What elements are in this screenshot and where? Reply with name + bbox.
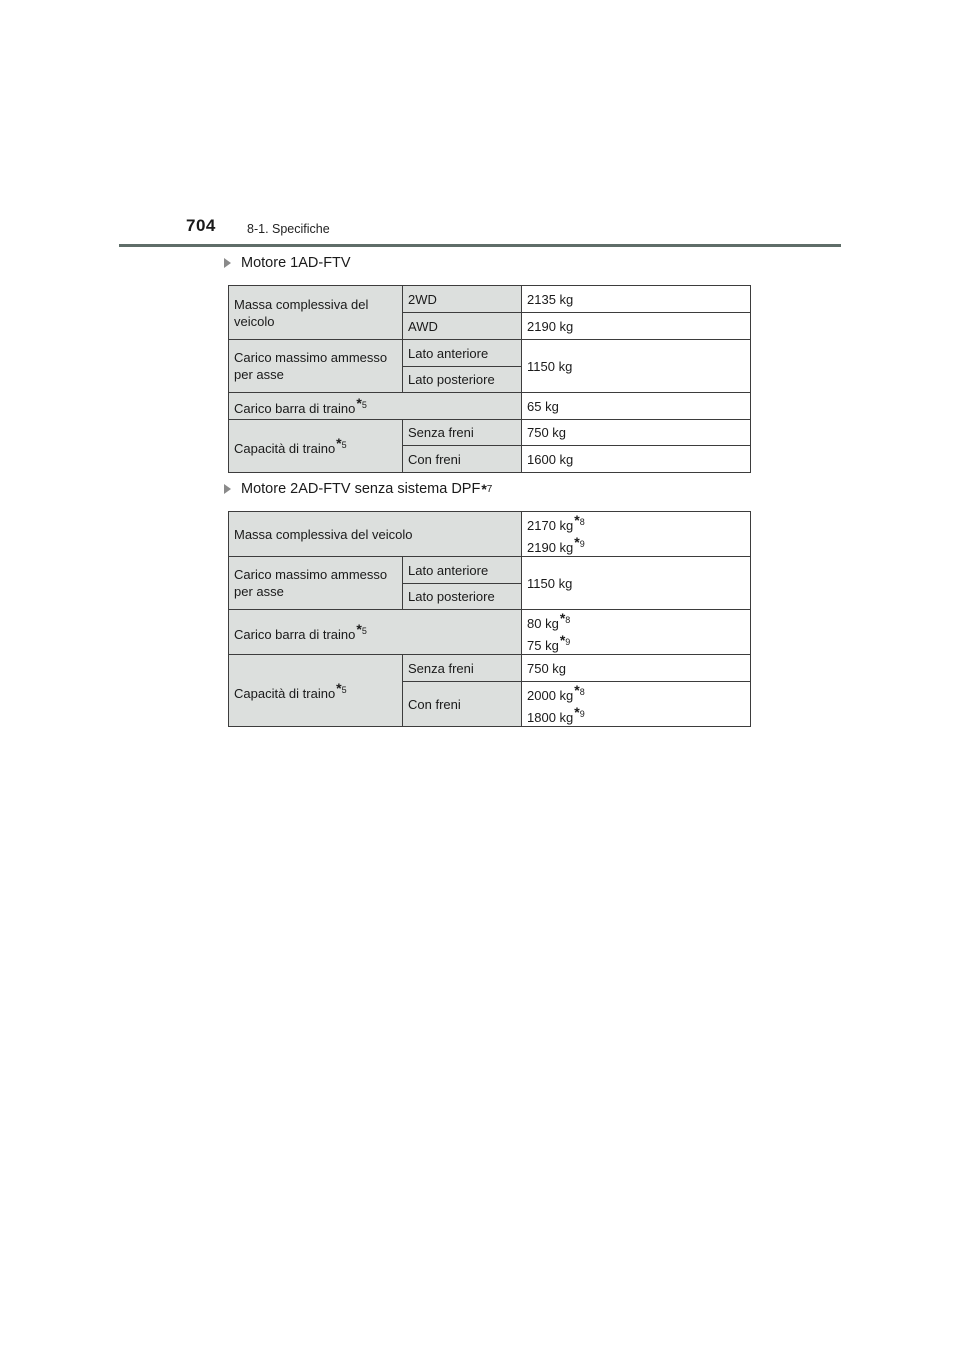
table-row (229, 393, 751, 420)
section1-heading (224, 255, 351, 271)
table-row (229, 610, 751, 655)
senza-freni-value: 750 kg (522, 420, 751, 446)
table-row (229, 512, 751, 557)
con-freni-label: Con freni (403, 682, 522, 727)
barra-label: Carico barra di traino*$^5$ (229, 610, 522, 655)
senza-freni-value: 750 kg (522, 655, 751, 682)
asterisk-icon: * (356, 395, 362, 411)
carico-label: Carico massimo ammesso per asse (229, 557, 403, 610)
massa-label: Massa complessiva del veicolo (229, 512, 522, 557)
section-title: 8-1. Specifiche (247, 222, 330, 236)
massa-label: Massa complessiva del veicolo (229, 286, 403, 340)
massa-value: 2170 kg*$^8$ 2190 kg*$^9$ (522, 512, 751, 557)
asterisk-icon: * (574, 682, 580, 698)
asterisk-icon: * (356, 621, 362, 637)
asterisk-icon: * (574, 512, 580, 528)
asterisk-icon: * (559, 632, 566, 648)
carico-value: 1150 kg (522, 557, 751, 610)
barra-label: Carico barra di traino*$^5$ (229, 393, 522, 420)
massa-2wd-value: 2135 kg (522, 286, 751, 313)
table-row (229, 655, 751, 682)
barra-value: 65 kg (522, 393, 751, 420)
header-divider (119, 244, 841, 247)
spec-table-2ad-ftv (228, 511, 751, 727)
carico-value: 1150 kg (522, 340, 751, 393)
massa-2wd-label: 2WD (403, 286, 522, 313)
carico-posteriore-label: Lato posteriore (403, 584, 522, 610)
triangle-bullet-icon (224, 258, 231, 268)
capacita-label: Capacità di traino*$^5$ (229, 420, 403, 473)
carico-label: Carico massimo ammesso per asse (229, 340, 403, 393)
spec-table-1ad-ftv (228, 285, 751, 473)
massa-awd-label: AWD (403, 313, 522, 340)
asterisk-icon: * (481, 481, 487, 497)
section2-heading: Motore 2AD-FTV senza sistema DPF * 7 (224, 481, 492, 497)
triangle-bullet-icon (224, 484, 231, 494)
asterisk-icon: * (574, 704, 580, 720)
asterisk-icon: * (336, 435, 342, 451)
table-row (229, 340, 751, 367)
capacita-label: Capacità di traino*$^5$ (229, 655, 403, 727)
table-row (229, 420, 751, 446)
senza-freni-label: Senza freni (403, 655, 522, 682)
asterisk-icon: * (559, 610, 566, 626)
con-freni-label: Con freni (403, 446, 522, 473)
carico-anteriore-label: Lato anteriore (403, 557, 522, 584)
con-freni-value: 2000 kg*$^8$ 1800 kg*$^9$ (522, 682, 751, 727)
page-number: 704 (186, 216, 216, 235)
carico-anteriore-label: Lato anteriore (403, 340, 522, 367)
section1-title: Motore 1AD-FTV (241, 255, 351, 271)
barra-value: 80 kg*$^8$ 75 kg*$^9$ (522, 610, 751, 655)
table-row (229, 286, 751, 313)
con-freni-value: 1600 kg (522, 446, 751, 473)
carico-posteriore-label: Lato posteriore (403, 367, 522, 393)
section2-title: Motore 2AD-FTV senza sistema DPF (241, 481, 481, 497)
asterisk-icon: * (336, 679, 342, 696)
table-row (229, 557, 751, 584)
senza-freni-label: Senza freni (403, 420, 522, 446)
massa-awd-value: 2190 kg (522, 313, 751, 340)
asterisk-icon: * (574, 534, 580, 550)
